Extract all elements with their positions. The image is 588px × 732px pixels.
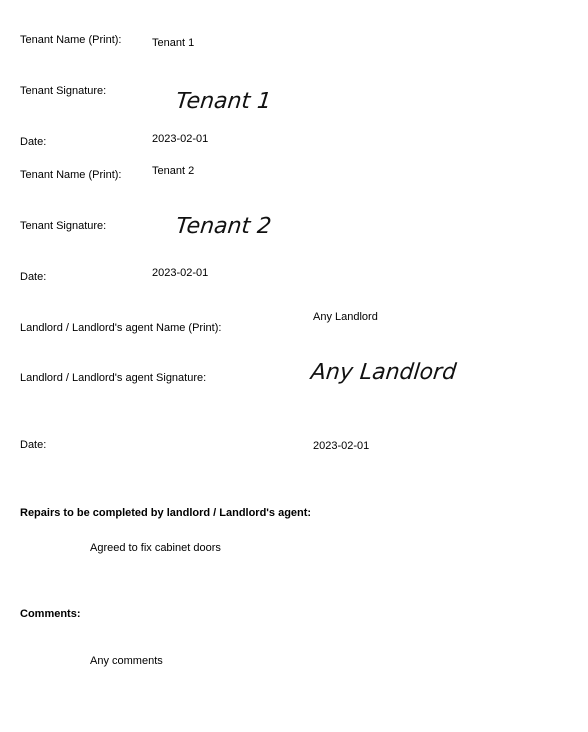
comments-text: Any comments [90,655,163,667]
landlord-date: 2023-02-01 [313,440,370,452]
landlord-signature [311,353,461,389]
tenant-2-date-label: Date: [20,271,47,283]
tenant-1-signature [176,82,276,116]
tenant-2-signature-label: Tenant Signature: [20,220,107,232]
tenant-2-name: Tenant 2 [152,165,195,177]
comments-heading: Comments: [20,608,81,620]
tenant-1-name-label: Tenant Name (Print): [20,34,122,46]
landlord-date-label: Date: [20,439,47,451]
tenant-2-name-label: Tenant Name (Print): [20,169,122,181]
tenant-1-date: 2023-02-01 [152,133,209,145]
svg-text:Tenant 2: Tenant 2 [174,214,273,239]
tenant-1-signature-label: Tenant Signature: [20,85,107,97]
svg-text:Any Landlord: Any Landlord [309,360,458,385]
landlord-name-label: Landlord / Landlord's agent Name (Print): [20,322,222,334]
landlord-name: Any Landlord [313,311,378,323]
svg-text:Tenant 1: Tenant 1 [174,89,273,114]
tenant-1-date-label: Date: [20,136,47,148]
repairs-heading: Repairs to be completed by landlord / Landlord's agent: [20,507,312,519]
landlord-signature-label: Landlord / Landlord's agent Signature: [20,372,207,384]
tenant-2-date: 2023-02-01 [152,267,209,279]
tenant-2-signature [176,207,276,241]
tenant-1-name: Tenant 1 [152,37,195,49]
repairs-text: Agreed to fix cabinet doors [90,542,221,554]
